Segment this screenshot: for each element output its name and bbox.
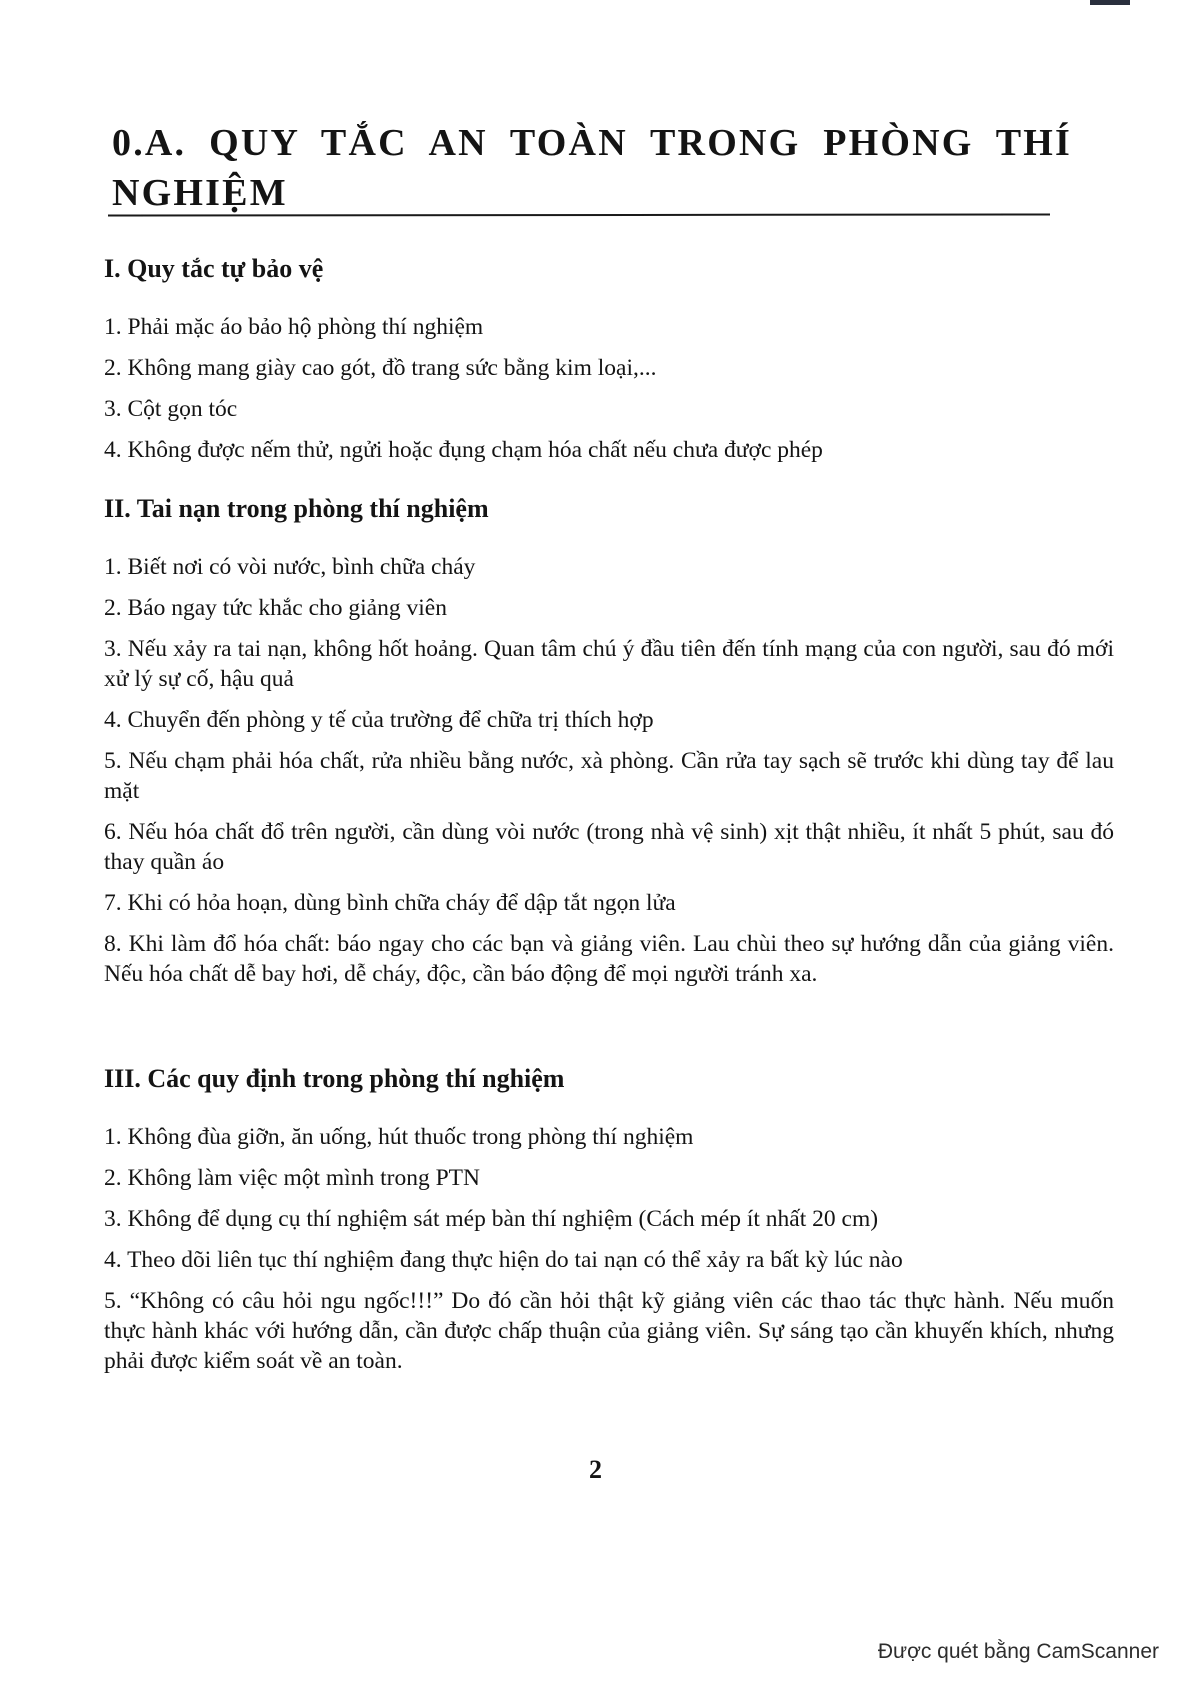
list-item: 2. Không mang giày cao gót, đồ trang sức bằng kim loại,... <box>104 355 657 381</box>
section-heading: I. Quy tắc tự bảo vệ <box>104 254 324 283</box>
list-item: 7. Khi có hỏa hoạn, dùng bình chữa cháy để dập tắt ngọn lửa <box>104 890 676 916</box>
list-item: 4. Chuyển đến phòng y tế của trường để chữa trị thích hợp <box>104 707 654 733</box>
page-title <box>112 118 1072 218</box>
list-item: 8. Khi làm đổ hóa chất: báo ngay cho các bạn và giảng viên. Lau chùi theo sự hướng dẫn của giảng viên. Nếu hóa chất dễ bay hơi, dễ cháy, độc, cần báo động để mọi người tránh xa. <box>104 931 1114 987</box>
list-item: 4. Theo dõi liên tục thí nghiệm đang thực hiện do tai nạn có thể xảy ra bất kỳ lúc nào <box>104 1247 903 1273</box>
list-item: 5. Nếu chạm phải hóa chất, rửa nhiều bằng nước, xà phòng. Cần rửa tay sạch sẽ trước khi dùng tay để lau mặt <box>104 748 1114 804</box>
list-item: 3. Nếu xảy ra tai nạn, không hốt hoảng. Quan tâm chú ý đầu tiên đến tính mạng của con người, sau đó mới xử lý sự cố, hậu quả <box>104 636 1114 692</box>
title-line-1: 0.A. QUY TẮC AN TOÀN TRONG PHÒNG THÍ <box>112 122 1072 164</box>
list-item: 2. Báo ngay tức khắc cho giảng viên <box>104 595 447 621</box>
list-item: 2. Không làm việc một mình trong PTN <box>104 1165 480 1191</box>
section-heading: III. Các quy định trong phòng thí nghiệm <box>104 1064 565 1093</box>
list-item: 3. Cột gọn tóc <box>104 396 238 422</box>
rule-list <box>104 1122 1114 1376</box>
title-line-2: NGHIỆM <box>112 172 288 214</box>
rule-list <box>104 312 1114 465</box>
list-item: 6. Nếu hóa chất đổ trên người, cần dùng vòi nước (trong nhà vệ sinh) xịt thật nhiều, ít nhất 5 phút, sau đó thay quần áo <box>104 819 1114 875</box>
rule-list <box>104 552 1114 989</box>
list-item: 3. Không để dụng cụ thí nghiệm sát mép bàn thí nghiệm (Cách mép ít nhất 20 cm) <box>104 1206 879 1232</box>
list-item: 1. Phải mặc áo bảo hộ phòng thí nghiệm <box>104 314 484 340</box>
scan-corner-mark <box>1090 0 1130 5</box>
section-lab-regulations <box>104 1062 1114 1387</box>
list-item: 1. Không đùa giỡn, ăn uống, hút thuốc trong phòng thí nghiệm <box>104 1124 694 1150</box>
section-self-protection <box>104 252 1114 476</box>
list-item: 4. Không được nếm thử, ngửi hoặc đụng chạm hóa chất nếu chưa được phép <box>104 437 823 463</box>
page-number: 2 <box>589 1455 602 1484</box>
list-item: 5. “Không có câu hỏi ngu ngốc!!!” Do đó cần hỏi thật kỹ giảng viên các thao tác thực hành. Nếu muốn thực hành khác với hướng dẫn, cần được chấp thuận của giảng viên. Sự sáng tạo cần khuyến khích, nhưng phải được kiểm soát về an toàn. <box>104 1288 1114 1374</box>
list-item: 1. Biết nơi có vòi nước, bình chữa cháy <box>104 554 476 580</box>
section-heading: II. Tai nạn trong phòng thí nghiệm <box>104 494 489 523</box>
section-lab-accidents <box>104 492 1114 1000</box>
camscanner-watermark: Được quét bằng CamScanner <box>877 1640 1159 1663</box>
